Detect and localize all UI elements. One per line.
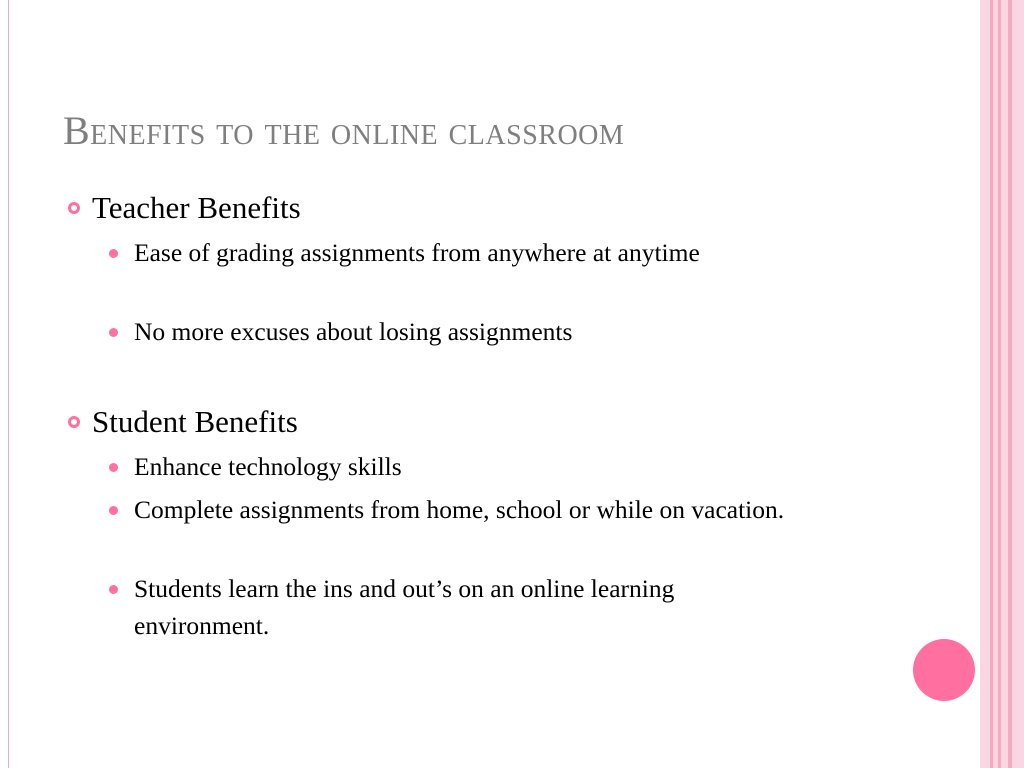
decorative-pink-circle — [913, 639, 975, 701]
right-decorative-band-light — [980, 0, 1024, 768]
right-decorative-stripe-3 — [1008, 0, 1012, 768]
dot-bullet-icon — [109, 249, 118, 258]
dot-bullet-icon — [109, 328, 118, 337]
dot-bullet-icon — [109, 585, 118, 594]
dot-bullet-icon — [109, 463, 118, 472]
list-item: Students learn the ins and out’s on an online learning environment. — [134, 574, 675, 640]
right-decorative-stripe-1 — [990, 0, 993, 768]
left-border-line — [8, 0, 9, 768]
slide-title: Benefits to the online classroom — [63, 108, 625, 153]
section-heading-student: Student Benefits — [92, 404, 298, 439]
right-decorative-stripe-2 — [998, 0, 1001, 768]
section-heading-teacher: Teacher Benefits — [92, 190, 301, 225]
list-item: Ease of grading assignments from anywhere at anytime — [134, 238, 700, 267]
list-item: Enhance technology skills — [134, 452, 402, 481]
dot-bullet-icon — [109, 506, 118, 515]
list-item: No more excuses about losing assignments — [134, 317, 573, 346]
ring-bullet-icon — [68, 416, 80, 428]
ring-bullet-icon — [68, 202, 80, 214]
list-item: Complete assignments from home, school or while on vacation. — [134, 495, 785, 524]
